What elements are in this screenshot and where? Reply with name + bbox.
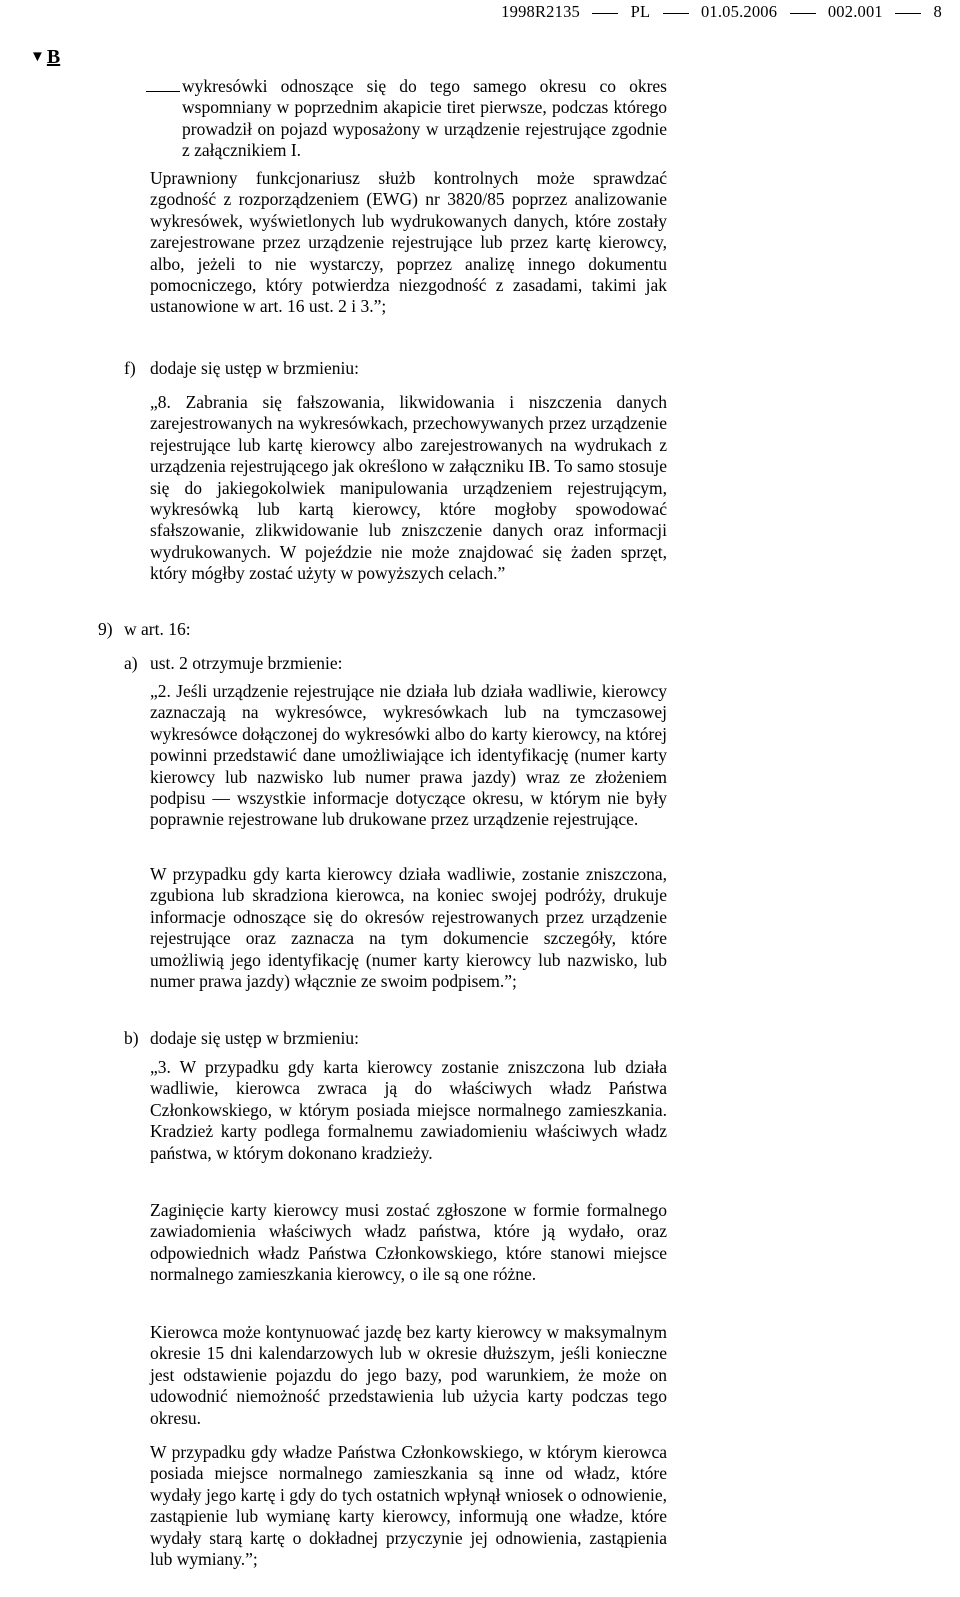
paragraph-3-third: Kierowca może kontynuować jazdę bez karty kierowcy w maksymalnym okresie 15 dni kalendarzowych lub w okresie dłuższym, jeśli konieczne jest odstawienie pojazdu do jego bazy, pod warunkiem, że może on udowodnić niemożność przedstawienia lub użycia karty podczas tego okresu. xyxy=(150,1322,667,1428)
item-9-label: 9) xyxy=(98,619,113,639)
header-ref: 1998R2135 xyxy=(501,2,580,21)
paragraph-8: „8. Zabrania się fałszowania, likwidowania i niszczenia danych zarejestrowanych na wykresówkach, przechowywanych przez urządzenie rejestrujące lub kartę kierowcy albo zarejestrowanych na wydrukach z urządzenia rejestrującego jak określono w załączniku IB. To samo stosuje się do jakiegokolwiek manipulowania urządzeniem rejestrującym, wykresówką lub kartą kierowcy, które mogłoby spowodować sfałszowanie, zlikwidowanie lub zniszczenie danych oraz informacji wydrukowanych. W pojeździe nie może znajdować się żaden sprzęt, który mógłby zostać użyty w powyższych celach.” xyxy=(150,392,667,584)
dash-item-text: wykresówki odnoszące się do tego samego okresu co okres wspomniany w poprzednim akapicie tiret pierwsze, podczas którego prowadził on pojazd wyposażony w urządzenie rejestrujące zgodnie z załącznikiem I. xyxy=(182,76,667,161)
running-header xyxy=(501,2,942,22)
header-date: 01.05.2006 xyxy=(700,2,778,21)
item-a-label: a) xyxy=(124,653,138,673)
header-page-number: 8 xyxy=(933,2,942,21)
header-lang: PL xyxy=(630,2,651,21)
paragraph-2-second: W przypadku gdy karta kierowcy działa wadliwie, zostanie zniszczona, zgubiona lub skradziona kierowca, na koniec swojej podróży, drukuje informacje odnoszące się do okresów rejestrowanych przez urządzenie rejestrujące oraz zaznacza na tym dokumencie szczegóły, które umożliwią jego identyfikację (numer karty kierowcy lub nazwisko, lub numer prawa jazdy) włącznie ze swoim podpisem.”; xyxy=(150,864,667,992)
marker-letter: B xyxy=(46,46,61,68)
dash-bullet xyxy=(146,91,180,92)
header-separator xyxy=(895,13,921,14)
item-f-text: dodaje się ustęp w brzmieniu: xyxy=(150,358,359,378)
paragraph-3-first: „3. W przypadku gdy karta kierowcy zostanie zniszczona lub działa wadliwie, kierowca zwraca ją do właściwych władz Państwa Członkowskiego, w którym posiada miejsce normalnego zamieszkania. Kradzież karty podlega formalnemu zawiadomieniu właściwych władz państwa, w którym dokonano kradzieży. xyxy=(150,1057,667,1163)
item-b-text: dodaje się ustęp w brzmieniu: xyxy=(150,1028,359,1048)
header-version: 002.001 xyxy=(827,2,883,21)
amendment-marker xyxy=(30,46,60,69)
header-separator xyxy=(592,13,618,14)
paragraph-2-first: „2. Jeśli urządzenie rejestrujące nie działa lub działa wadliwie, kierowcy zaznaczają na wykresówce, wykresówkach lub na tymczasowej wykresówce dołączonej do wykresówki albo do karty kierowcy, na której powinni przedstawić dane umożliwiające ich identyfikację (numer karty kierowcy lub nazwisko lub numer prawa jazdy) wraz ze złożeniem podpisu — wszystkie informacje dotyczące okresu, w którym nie były poprawnie rejestrowane lub drukowane przez urządzenie rejestrujące. xyxy=(150,681,667,830)
paragraph-3-second: Zaginięcie karty kierowcy musi zostać zgłoszone w formie formalnego zawiadomienia właściwych władz państwa, które ją wydało, oraz odpowiednich władz Państwa Członkowskiego, które stanowi miejsce normalnego zamieszkania kierowcy, o ile są one różne. xyxy=(150,1200,667,1285)
triangle-down-icon: ▼ xyxy=(30,49,45,65)
item-9-text: w art. 16: xyxy=(124,619,191,639)
paragraph-3-fourth: W przypadku gdy władze Państwa Członkowskiego, w którym kierowca posiada miejsce normalnego zamieszkania są inne od władz, które wydały jego kartę i gdy do tych ostatnich wpłynął wniosek o odnowienie, zastąpienie lub wymianę karty kierowcy, informują one władze, które wydały starą kartę o dokładnej przyczynie jej odnowienia, zastąpienia lub wymiany.”; xyxy=(150,1442,667,1570)
item-f-label: f) xyxy=(124,358,136,378)
item-a-text: ust. 2 otrzymuje brzmienie: xyxy=(150,653,343,673)
paragraph-authorized-officer: Uprawniony funkcjonariusz służb kontrolnych może sprawdzać zgodność z rozporządzeniem (EWG) nr 3820/85 poprzez analizowanie wykresówek, wyświetlonych lub wydrukowanych danych, które zostały zarejestrowane przez urządzenie rejestrujące lub przez kartę kierowcy, albo, jeżeli to nie wystarczy, poprzez analizę innego dokumentu pomocniczego, który potwierdza niezgodność z zasadami, takimi jak ustanowione w art. 16 ust. 2 i 3.”; xyxy=(150,168,667,317)
header-separator xyxy=(790,13,816,14)
header-separator xyxy=(663,13,689,14)
item-b-label: b) xyxy=(124,1028,139,1048)
